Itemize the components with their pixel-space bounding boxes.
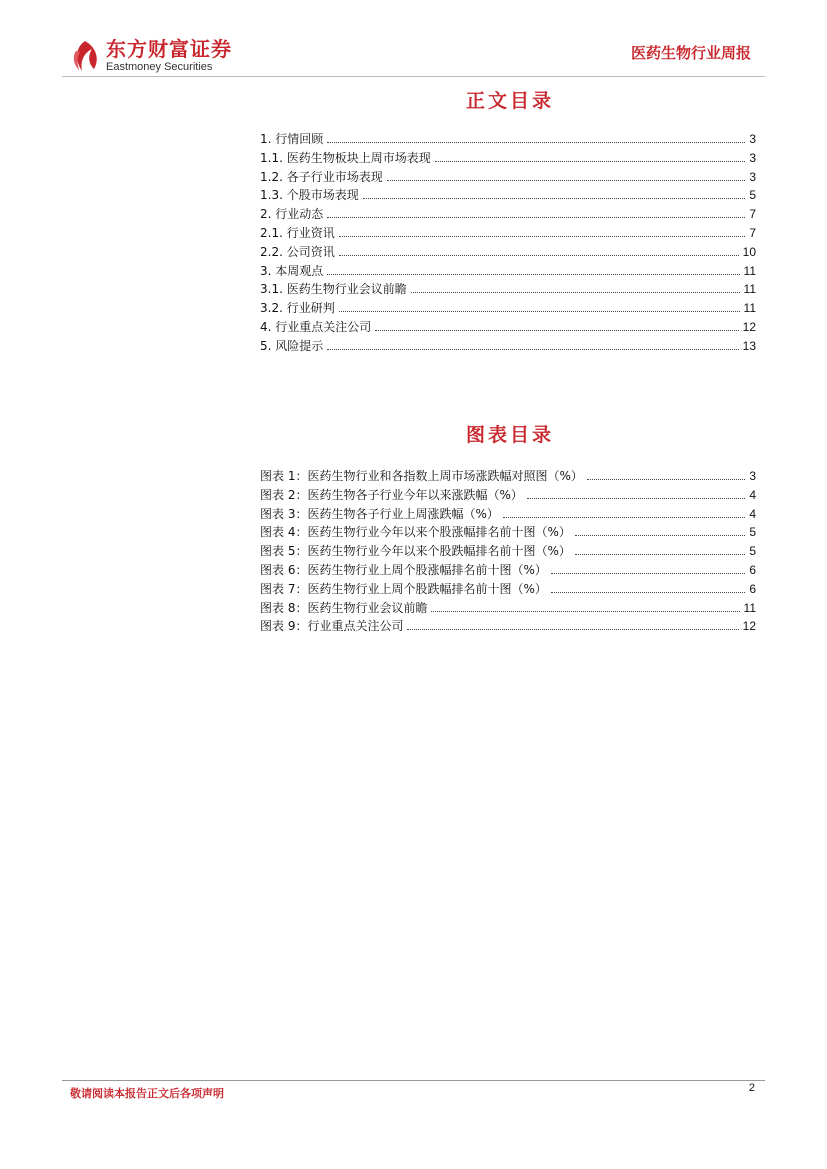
toc-entry[interactable] (260, 580, 756, 599)
toc-entry-page: 5 (749, 188, 756, 203)
toc-entry-page: 5 (749, 544, 756, 559)
toc-entry[interactable] (260, 542, 756, 561)
toc-entry[interactable] (260, 337, 756, 356)
toc-entry-label: 3.1. 医药生物行业会议前瞻 (260, 282, 407, 297)
toc-entry-label: 图表 6：医药生物行业上周个股涨幅排名前十图（%） (260, 562, 547, 577)
toc-entry-label: 图表 2：医药生物各子行业今年以来涨跌幅（%） (260, 487, 523, 502)
toc-entry-label: 1.2. 各子行业市场表现 (260, 169, 383, 184)
toc-dot-leader (431, 611, 739, 612)
toc-entry[interactable] (260, 523, 756, 542)
toc-dot-leader (435, 161, 746, 162)
logo-chinese-name: 东方财富证券 (106, 37, 232, 61)
toc-dot-leader (551, 573, 745, 574)
toc-dot-leader (503, 517, 745, 518)
toc-dot-leader (587, 479, 745, 480)
toc-entry-page: 11 (743, 301, 756, 316)
report-type-title: 医药生物行业周报 (630, 44, 751, 62)
toc-entry-label: 图表 5：医药生物行业今年以来个股跌幅排名前十图（%） (260, 544, 571, 559)
toc-dot-leader (407, 629, 738, 630)
toc-entry[interactable] (260, 130, 756, 149)
toc-entry-page: 3 (749, 132, 756, 146)
toc-entry-page: 11 (743, 263, 756, 278)
toc-dot-leader (327, 142, 745, 143)
toc-entry-label: 4. 行业重点关注公司 (260, 319, 372, 334)
toc-entry-page: 5 (749, 525, 756, 540)
toc-entry[interactable] (260, 599, 756, 618)
toc-entry-page: 10 (742, 244, 756, 259)
toc-entry[interactable] (260, 186, 756, 205)
toc-entry[interactable] (260, 617, 756, 636)
toc-entry-label: 3. 本周观点 (260, 263, 324, 278)
toc-entry-page: 6 (749, 562, 756, 577)
toc-entry[interactable] (260, 299, 756, 318)
toc-entry[interactable] (260, 505, 756, 524)
toc-dot-leader (411, 292, 740, 293)
header-divider (62, 76, 765, 77)
logo-english-name: Eastmoney Securities (106, 61, 213, 73)
toc-entry-page: 11 (743, 600, 756, 615)
toc-entry-label: 3.2. 行业研判 (260, 301, 335, 316)
toc-entry-page: 6 (749, 581, 756, 596)
toc-dot-leader (363, 198, 746, 199)
eastmoney-logo-icon (70, 39, 100, 73)
toc-dot-leader (551, 592, 745, 593)
toc-entry[interactable] (260, 205, 756, 224)
toc-entry-page: 3 (749, 469, 756, 483)
toc-entry-label: 2.2. 公司资讯 (260, 244, 335, 259)
toc-entry-label: 图表 1：医药生物行业和各指数上周市场涨跌幅对照图（%） (260, 469, 583, 483)
toc-entry-label: 图表 7：医药生物行业上周个股跌幅排名前十图（%） (260, 581, 547, 596)
toc-entry-label: 2. 行业动态 (260, 207, 324, 222)
toc-entry-page: 11 (743, 282, 756, 297)
toc-dot-leader (575, 554, 745, 555)
toc-dot-leader (327, 349, 738, 350)
toc-dot-leader (339, 255, 739, 256)
toc-entry-label: 1.1. 医药生物板块上周市场表现 (260, 150, 431, 165)
toc-entry-page: 12 (742, 319, 756, 334)
toc-entry-page: 3 (749, 169, 756, 184)
toc-dot-leader (575, 535, 745, 536)
toc-dot-leader (375, 330, 738, 331)
toc-entry[interactable] (260, 224, 756, 243)
toc-entry-label: 5. 风险提示 (260, 338, 324, 353)
toc-entry[interactable] (260, 243, 756, 262)
toc-dot-leader (387, 180, 746, 181)
toc-entry-label: 1. 行情回顾 (260, 132, 324, 146)
toc-entry[interactable] (260, 467, 756, 486)
toc-entry-label: 图表 3：医药生物各子行业上周涨跌幅（%） (260, 506, 499, 521)
toc-entry[interactable] (260, 561, 756, 580)
toc-entry[interactable] (260, 486, 756, 505)
toc-entry-page: 7 (749, 207, 756, 222)
company-logo (70, 38, 232, 74)
footer-disclaimer: 敬请阅读本报告正文后各项声明 (70, 1087, 224, 1100)
toc-entry[interactable] (260, 280, 756, 299)
toc-entry-page: 3 (749, 150, 756, 165)
toc-dot-leader (339, 236, 746, 237)
toc-entry[interactable] (260, 318, 756, 337)
toc-dot-leader (327, 274, 739, 275)
toc-entry[interactable] (260, 149, 756, 168)
toc-entry-page: 4 (749, 506, 756, 521)
toc-dot-leader (327, 217, 745, 218)
toc-main-list (260, 130, 756, 356)
toc-entry-page: 7 (749, 225, 756, 240)
page-number: 2 (748, 1082, 755, 1094)
toc-entry-label: 2.1. 行业资讯 (260, 225, 335, 240)
toc-entry[interactable] (260, 168, 756, 187)
toc-dot-leader (339, 311, 740, 312)
toc-figures-title: 图表目录 (465, 424, 554, 446)
toc-entry-page: 4 (749, 487, 756, 502)
toc-entry-label: 图表 8：医药生物行业会议前瞻 (260, 600, 428, 615)
toc-entry-page: 13 (742, 338, 756, 353)
toc-dot-leader (527, 498, 745, 499)
toc-entry-label: 图表 4：医药生物行业今年以来个股涨幅排名前十图（%） (260, 525, 571, 540)
toc-entry-label: 图表 9：行业重点关注公司 (260, 619, 404, 634)
toc-figures-list (260, 467, 756, 636)
toc-entry-label: 1.3. 个股市场表现 (260, 188, 359, 203)
toc-main-title: 正文目录 (465, 90, 554, 112)
footer-divider (62, 1080, 765, 1081)
toc-entry-page: 12 (742, 619, 756, 634)
toc-entry[interactable] (260, 262, 756, 281)
